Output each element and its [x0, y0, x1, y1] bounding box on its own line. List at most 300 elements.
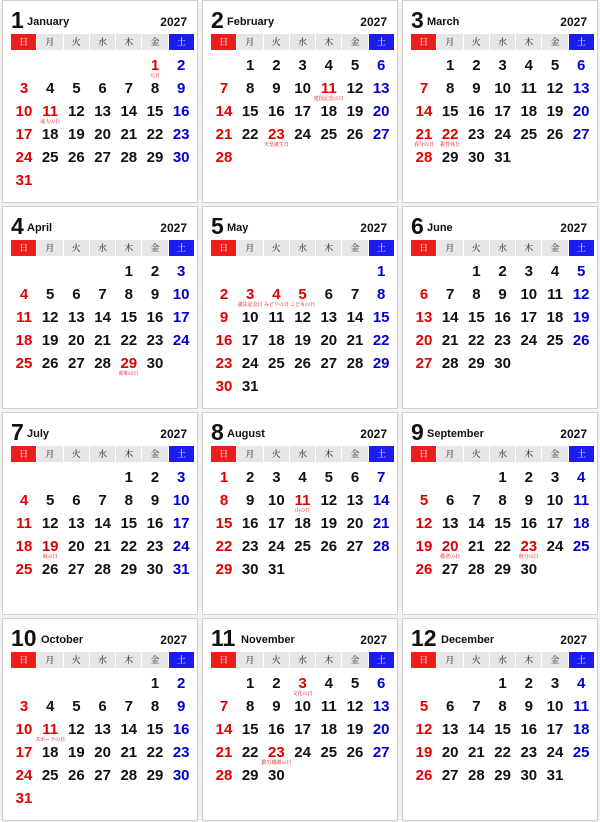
day-cell — [437, 492, 463, 515]
day-number: 24 — [294, 744, 311, 761]
month-number: 11 — [211, 625, 236, 651]
day-number: 16 — [172, 721, 190, 738]
day-cell — [568, 721, 594, 744]
day-number: 26 — [415, 561, 433, 578]
day-cell — [142, 721, 168, 744]
weekday-cell: 水 — [290, 34, 315, 50]
day-cell — [411, 309, 437, 332]
weekday-cell: 水 — [90, 446, 115, 462]
day-number: 17 — [520, 309, 538, 326]
month-year: 2027 — [360, 15, 387, 29]
day-cell — [263, 698, 289, 721]
day-cell — [11, 309, 37, 332]
day-cell — [90, 149, 116, 172]
day-number: 1 — [246, 57, 255, 74]
month-header — [11, 625, 189, 651]
day-cell — [211, 469, 237, 492]
day-cell — [37, 126, 63, 149]
weekday-cell: 火 — [64, 34, 89, 50]
day-number: 10 — [546, 492, 564, 509]
month-number: 7 — [11, 419, 24, 445]
weekday-cell: 金 — [142, 34, 167, 50]
day-cell — [168, 698, 194, 721]
day-number: 4 — [19, 286, 29, 303]
day-cell — [237, 469, 263, 492]
weekday-cell: 金 — [542, 446, 567, 462]
day-number: 4 — [577, 675, 586, 692]
day-number: 12 — [294, 309, 311, 326]
day-number: 2 — [219, 286, 229, 303]
day-number: 24 — [546, 538, 564, 555]
day-number: 31 — [494, 149, 511, 166]
day-number: 16 — [520, 515, 538, 532]
day-cell — [516, 469, 542, 492]
day-cell — [168, 332, 194, 355]
day-number: 17 — [494, 103, 511, 120]
weekday-cell: 水 — [90, 240, 115, 256]
day-cell — [237, 698, 263, 721]
day-number: 6 — [72, 492, 81, 509]
day-cell — [237, 332, 263, 355]
day-number: 6 — [577, 57, 586, 74]
day-cell — [316, 675, 342, 698]
day-cell — [437, 355, 463, 378]
day-number: 4 — [324, 57, 333, 74]
weekday-cell: 水 — [490, 240, 515, 256]
day-cell — [168, 469, 194, 492]
day-cell — [11, 561, 37, 584]
day-cell — [490, 744, 516, 767]
weekday-cell: 金 — [142, 446, 167, 462]
day-number: 7 — [124, 698, 133, 715]
day-number: 5 — [419, 698, 429, 715]
day-number: 17 — [546, 721, 564, 738]
day-number: 11 — [42, 103, 59, 120]
day-number: 2 — [150, 469, 160, 486]
day-number: 17 — [294, 103, 311, 120]
day-cell — [490, 492, 516, 515]
day-cell — [516, 721, 542, 744]
holiday-label: 勤労感謝の日 — [261, 760, 292, 766]
weekday-cell: 日 — [11, 446, 36, 462]
day-cell — [168, 538, 194, 561]
day-number: 2 — [498, 263, 507, 280]
weekday-cell: 土 — [569, 446, 594, 462]
day-number: 15 — [441, 103, 459, 120]
day-number: 30 — [268, 767, 285, 784]
day-cell — [342, 126, 368, 149]
day-cell — [516, 515, 542, 538]
day-cell — [437, 80, 463, 103]
day-cell — [90, 721, 116, 744]
weekday-cell: 日 — [11, 240, 36, 256]
weekday-cell: 火 — [264, 446, 289, 462]
day-cell — [11, 698, 37, 721]
day-number: 18 — [546, 309, 564, 326]
holiday-label: こどもの日 — [290, 302, 316, 308]
day-number: 5 — [72, 80, 81, 97]
weekday-cell: 土 — [169, 652, 194, 668]
day-cell — [316, 332, 342, 355]
day-number: 1 — [498, 675, 507, 692]
day-number: 20 — [94, 126, 111, 143]
day-cell — [142, 767, 168, 790]
day-number: 21 — [441, 332, 459, 349]
day-cell — [90, 492, 116, 515]
weekday-cell: 木 — [116, 652, 141, 668]
day-number: 7 — [472, 492, 481, 509]
weekday-header — [211, 34, 394, 50]
day-number: 19 — [41, 538, 59, 555]
day-cell — [116, 721, 142, 744]
weekday-cell: 月 — [437, 446, 462, 462]
day-number: 17 — [15, 744, 33, 761]
day-number: 12 — [68, 103, 85, 120]
day-cell — [237, 538, 263, 561]
day-number: 6 — [446, 698, 455, 715]
day-cell — [568, 744, 594, 767]
day-cell — [237, 721, 263, 744]
day-number: 9 — [150, 492, 160, 509]
weekday-cell: 月 — [237, 652, 262, 668]
day-number: 29 — [146, 767, 164, 784]
weekday-cell: 月 — [237, 446, 262, 462]
day-cell — [63, 80, 89, 103]
day-number: 4 — [324, 675, 333, 692]
day-number: 10 — [172, 492, 190, 509]
weekday-cell: 火 — [64, 446, 89, 462]
day-number: 28 — [372, 538, 390, 555]
day-cell — [90, 80, 116, 103]
holiday-label: 建国記念の日 — [313, 96, 344, 102]
day-cell — [142, 80, 168, 103]
month-year: 2027 — [360, 633, 387, 647]
day-number: 19 — [68, 126, 85, 143]
day-cell — [368, 286, 394, 309]
day-number: 8 — [377, 286, 386, 303]
day-cell — [211, 286, 237, 309]
day-cell — [316, 698, 342, 721]
day-number: 1 — [472, 263, 481, 280]
day-cell — [516, 286, 542, 309]
day-cell — [211, 744, 237, 767]
month-number: 2 — [211, 7, 224, 33]
day-number: 8 — [246, 80, 255, 97]
day-cell — [142, 126, 168, 149]
day-number: 1 — [150, 675, 160, 692]
day-cell — [116, 126, 142, 149]
day-number: 19 — [415, 744, 433, 761]
day-number: 23 — [268, 744, 285, 761]
day-cell — [368, 309, 394, 332]
day-cell — [490, 149, 516, 172]
day-number: 7 — [446, 286, 455, 303]
day-cell — [116, 355, 142, 378]
day-cell — [411, 103, 437, 126]
day-number: 7 — [98, 492, 107, 509]
day-cell — [116, 80, 142, 103]
day-number: 6 — [98, 80, 107, 97]
day-cell — [168, 80, 194, 103]
day-number: 7 — [219, 80, 229, 97]
day-number: 5 — [46, 492, 55, 509]
day-number: 10 — [241, 309, 259, 326]
day-cell — [368, 744, 394, 767]
day-number: 13 — [441, 515, 459, 532]
day-cell — [263, 469, 289, 492]
day-number: 11 — [320, 80, 337, 97]
day-number: 24 — [15, 767, 33, 784]
day-number: 25 — [15, 355, 33, 372]
day-cell — [316, 103, 342, 126]
month-number: 8 — [211, 419, 224, 445]
day-cell — [516, 103, 542, 126]
day-number: 28 — [441, 355, 459, 372]
holiday-label: 海の日 — [42, 554, 58, 560]
day-number: 9 — [177, 80, 186, 97]
day-number: 6 — [377, 675, 386, 692]
day-number: 24 — [494, 126, 511, 143]
day-number: 23 — [241, 538, 259, 555]
day-number: 13 — [415, 309, 433, 326]
day-number: 22 — [494, 744, 511, 761]
day-cell — [568, 515, 594, 538]
day-cell — [313, 80, 344, 103]
day-cell — [516, 332, 542, 355]
day-cell — [490, 126, 516, 149]
day-cell — [542, 57, 568, 80]
weekday-cell: 水 — [290, 652, 315, 668]
day-number: 20 — [372, 103, 390, 120]
weekday-cell: 火 — [264, 34, 289, 50]
day-cell — [37, 103, 63, 126]
day-cell — [290, 309, 316, 332]
weekday-cell: 土 — [169, 446, 194, 462]
day-number: 17 — [294, 721, 311, 738]
day-cell — [11, 103, 37, 126]
day-number: 9 — [177, 698, 186, 715]
day-number: 14 — [94, 309, 111, 326]
day-number: 8 — [124, 492, 133, 509]
day-number: 23 — [146, 332, 164, 349]
day-cell — [90, 103, 116, 126]
weekday-cell: 木 — [316, 240, 341, 256]
month-name: January — [27, 16, 70, 28]
weekday-cell: 月 — [237, 34, 262, 50]
month-panel-january — [2, 0, 198, 203]
weekday-cell: 水 — [490, 446, 515, 462]
day-number: 7 — [219, 698, 229, 715]
day-number: 15 — [494, 515, 511, 532]
day-cell — [116, 744, 142, 767]
day-cell — [142, 492, 168, 515]
day-cell — [542, 263, 568, 286]
day-number: 3 — [19, 698, 29, 715]
day-number: 9 — [272, 698, 281, 715]
day-cell — [568, 332, 594, 355]
month-name: May — [227, 222, 249, 234]
day-number: 17 — [241, 332, 259, 349]
day-cell — [11, 286, 37, 309]
month-number: 10 — [11, 625, 37, 651]
day-cell — [542, 332, 568, 355]
day-number: 12 — [572, 286, 590, 303]
day-cell — [142, 675, 168, 698]
weekday-cell: 木 — [316, 446, 341, 462]
day-number: 25 — [546, 332, 564, 349]
day-number: 5 — [72, 698, 81, 715]
day-number: 21 — [94, 332, 111, 349]
month-name: February — [227, 16, 275, 28]
day-cell — [63, 515, 89, 538]
day-cell — [490, 721, 516, 744]
weekday-cell: 木 — [316, 652, 341, 668]
day-cell — [37, 309, 63, 332]
month-number: 12 — [411, 625, 437, 651]
day-number: 20 — [372, 721, 390, 738]
month-header — [211, 213, 389, 239]
day-cell — [11, 538, 37, 561]
day-cell — [568, 538, 594, 561]
day-cell — [342, 538, 368, 561]
weekday-cell: 月 — [37, 240, 62, 256]
day-number: 26 — [346, 126, 364, 143]
day-number: 18 — [41, 126, 59, 143]
day-number: 28 — [468, 561, 485, 578]
day-number: 30 — [241, 561, 259, 578]
day-cell — [37, 767, 63, 790]
weekday-cell: 土 — [369, 652, 394, 668]
day-number: 6 — [446, 492, 455, 509]
weekday-cell: 火 — [464, 240, 489, 256]
day-number: 18 — [572, 721, 590, 738]
holiday-label: 昭和の日 — [118, 371, 139, 377]
day-cell — [316, 538, 342, 561]
day-number: 16 — [215, 332, 233, 349]
day-cell — [290, 492, 316, 515]
month-panel-february — [202, 0, 398, 203]
day-number: 19 — [294, 332, 311, 349]
day-cell — [568, 126, 594, 149]
day-number: 29 — [372, 355, 390, 372]
month-number: 4 — [11, 213, 24, 239]
weekday-cell: 火 — [464, 34, 489, 50]
day-number: 20 — [572, 103, 590, 120]
weekday-cell: 月 — [437, 34, 462, 50]
day-cell — [63, 149, 89, 172]
day-cell — [290, 332, 316, 355]
day-number: 9 — [219, 309, 229, 326]
weekday-cell: 金 — [142, 652, 167, 668]
day-cell — [316, 126, 342, 149]
day-cell — [368, 721, 394, 744]
day-cell — [116, 469, 142, 492]
day-cell — [90, 126, 116, 149]
day-cell — [116, 515, 142, 538]
month-name: October — [41, 634, 84, 646]
day-cell — [290, 286, 316, 309]
day-cell — [316, 355, 342, 378]
day-number: 12 — [415, 721, 433, 738]
day-cell — [168, 721, 194, 744]
day-number: 20 — [94, 744, 111, 761]
day-number: 8 — [498, 698, 507, 715]
month-name: April — [27, 222, 53, 234]
day-cell — [142, 57, 168, 80]
day-cell — [63, 286, 89, 309]
day-cell — [463, 355, 489, 378]
day-cell — [263, 57, 289, 80]
day-cell — [542, 515, 568, 538]
day-cell — [211, 698, 237, 721]
day-number: 13 — [441, 721, 459, 738]
day-number: 16 — [146, 515, 164, 532]
day-cell — [237, 80, 263, 103]
weekday-cell: 水 — [490, 34, 515, 50]
day-number: 26 — [294, 355, 311, 372]
weekday-cell: 月 — [437, 240, 462, 256]
day-number: 24 — [172, 332, 190, 349]
day-number: 21 — [215, 744, 233, 761]
weekday-header — [411, 446, 594, 462]
day-cell — [368, 57, 394, 80]
day-number: 22 — [441, 126, 459, 143]
day-number: 24 — [546, 744, 564, 761]
day-number: 1 — [150, 57, 160, 74]
day-cell — [237, 561, 263, 584]
day-cell — [542, 698, 568, 721]
day-cell — [263, 538, 289, 561]
day-cell — [490, 469, 516, 492]
day-number: 26 — [41, 355, 59, 372]
day-number: 2 — [150, 263, 160, 280]
day-cell — [342, 309, 368, 332]
month-header — [11, 419, 189, 445]
month-panel-march — [402, 0, 598, 203]
day-cell — [11, 80, 37, 103]
day-cell — [516, 744, 542, 767]
day-cell — [516, 309, 542, 332]
day-number: 22 — [146, 126, 164, 143]
day-cell — [290, 103, 316, 126]
day-number: 27 — [572, 126, 590, 143]
day-number: 16 — [268, 721, 285, 738]
day-number: 14 — [120, 103, 138, 120]
holiday-label: スポーツの日 — [35, 737, 66, 743]
month-year: 2027 — [360, 221, 387, 235]
day-cell — [261, 744, 292, 767]
weekday-cell: 金 — [342, 652, 367, 668]
day-cell — [11, 332, 37, 355]
weekday-cell: 火 — [264, 652, 289, 668]
day-number: 10 — [15, 721, 33, 738]
day-cell — [568, 309, 594, 332]
day-number: 28 — [346, 355, 364, 372]
weekday-cell: 火 — [64, 240, 89, 256]
day-cell — [11, 515, 37, 538]
month-panel-april — [2, 206, 198, 409]
day-cell — [342, 698, 368, 721]
day-number: 30 — [215, 378, 233, 395]
day-cell — [316, 309, 342, 332]
day-number: 7 — [98, 286, 107, 303]
day-number: 6 — [72, 286, 81, 303]
day-number: 4 — [272, 286, 281, 303]
day-number: 16 — [468, 103, 485, 120]
day-number: 18 — [294, 515, 311, 532]
day-number: 6 — [98, 698, 107, 715]
day-number: 26 — [68, 767, 85, 784]
